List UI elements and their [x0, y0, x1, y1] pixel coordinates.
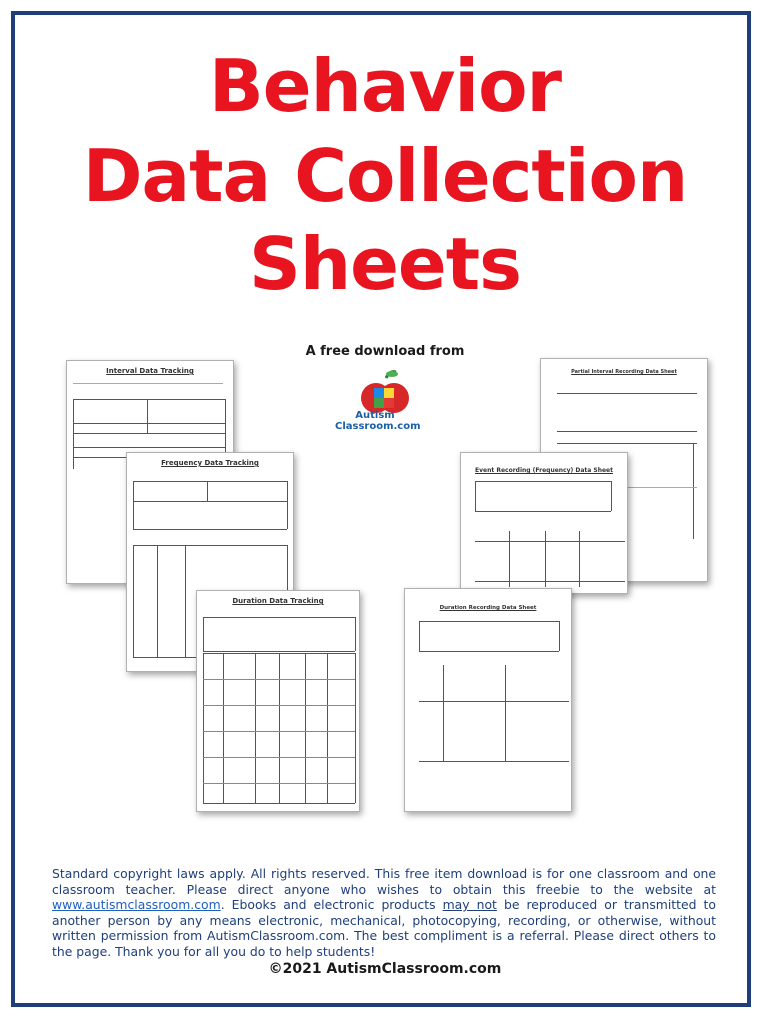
copyright-credit: ©2021 AutismClassroom.com — [268, 961, 502, 977]
event-sheet-thumbnail — [460, 452, 628, 594]
logo-line-2: Classroom.com — [335, 421, 421, 432]
interval-sheet-title: Interval Data Tracking — [106, 367, 194, 375]
title-line-3: Sheets — [248, 222, 522, 306]
website-link[interactable]: www.autismclassroom.com — [52, 897, 221, 913]
title-line-1: Behavior — [208, 44, 562, 128]
duration-recording-sheet-thumbnail — [404, 588, 572, 812]
duration-sheet-thumbnail — [196, 590, 360, 812]
frequency-sheet-title: Frequency Data Tracking — [161, 459, 259, 467]
copyright-part-2: . Ebooks and electronic products — [220, 897, 443, 913]
copyright-emphasis: may not — [442, 897, 497, 913]
event-sheet-title: Event Recording (Frequency) Data Sheet — [475, 467, 613, 474]
partial-interval-sheet-title: Partial Interval Recording Data Sheet — [571, 369, 677, 375]
copyright-notice — [52, 866, 716, 960]
logo-line-1: Autism — [355, 410, 395, 421]
copyright-part-1: Standard copyright laws apply. All rights reserved. This free item download is for one classroom and one classroom teacher. Please direct anyone who wishes to obtain this freebie to the website at — [52, 866, 716, 897]
copyright-part-3: be reproduced or transmitted to another person by any means electronic, mechanical, photocopying, recording, or otherwise, without written permission from AutismClassroom.com. The best compliment is a referral. Please direct others to the page. Thank you for all you do to help students! — [52, 897, 716, 959]
duration-recording-sheet-title: Duration Recording Data Sheet — [439, 605, 537, 611]
duration-sheet-title: Duration Data Tracking — [232, 597, 324, 605]
free-download-label: A free download from — [305, 344, 465, 359]
title-line-2: Data Collection — [82, 134, 688, 218]
